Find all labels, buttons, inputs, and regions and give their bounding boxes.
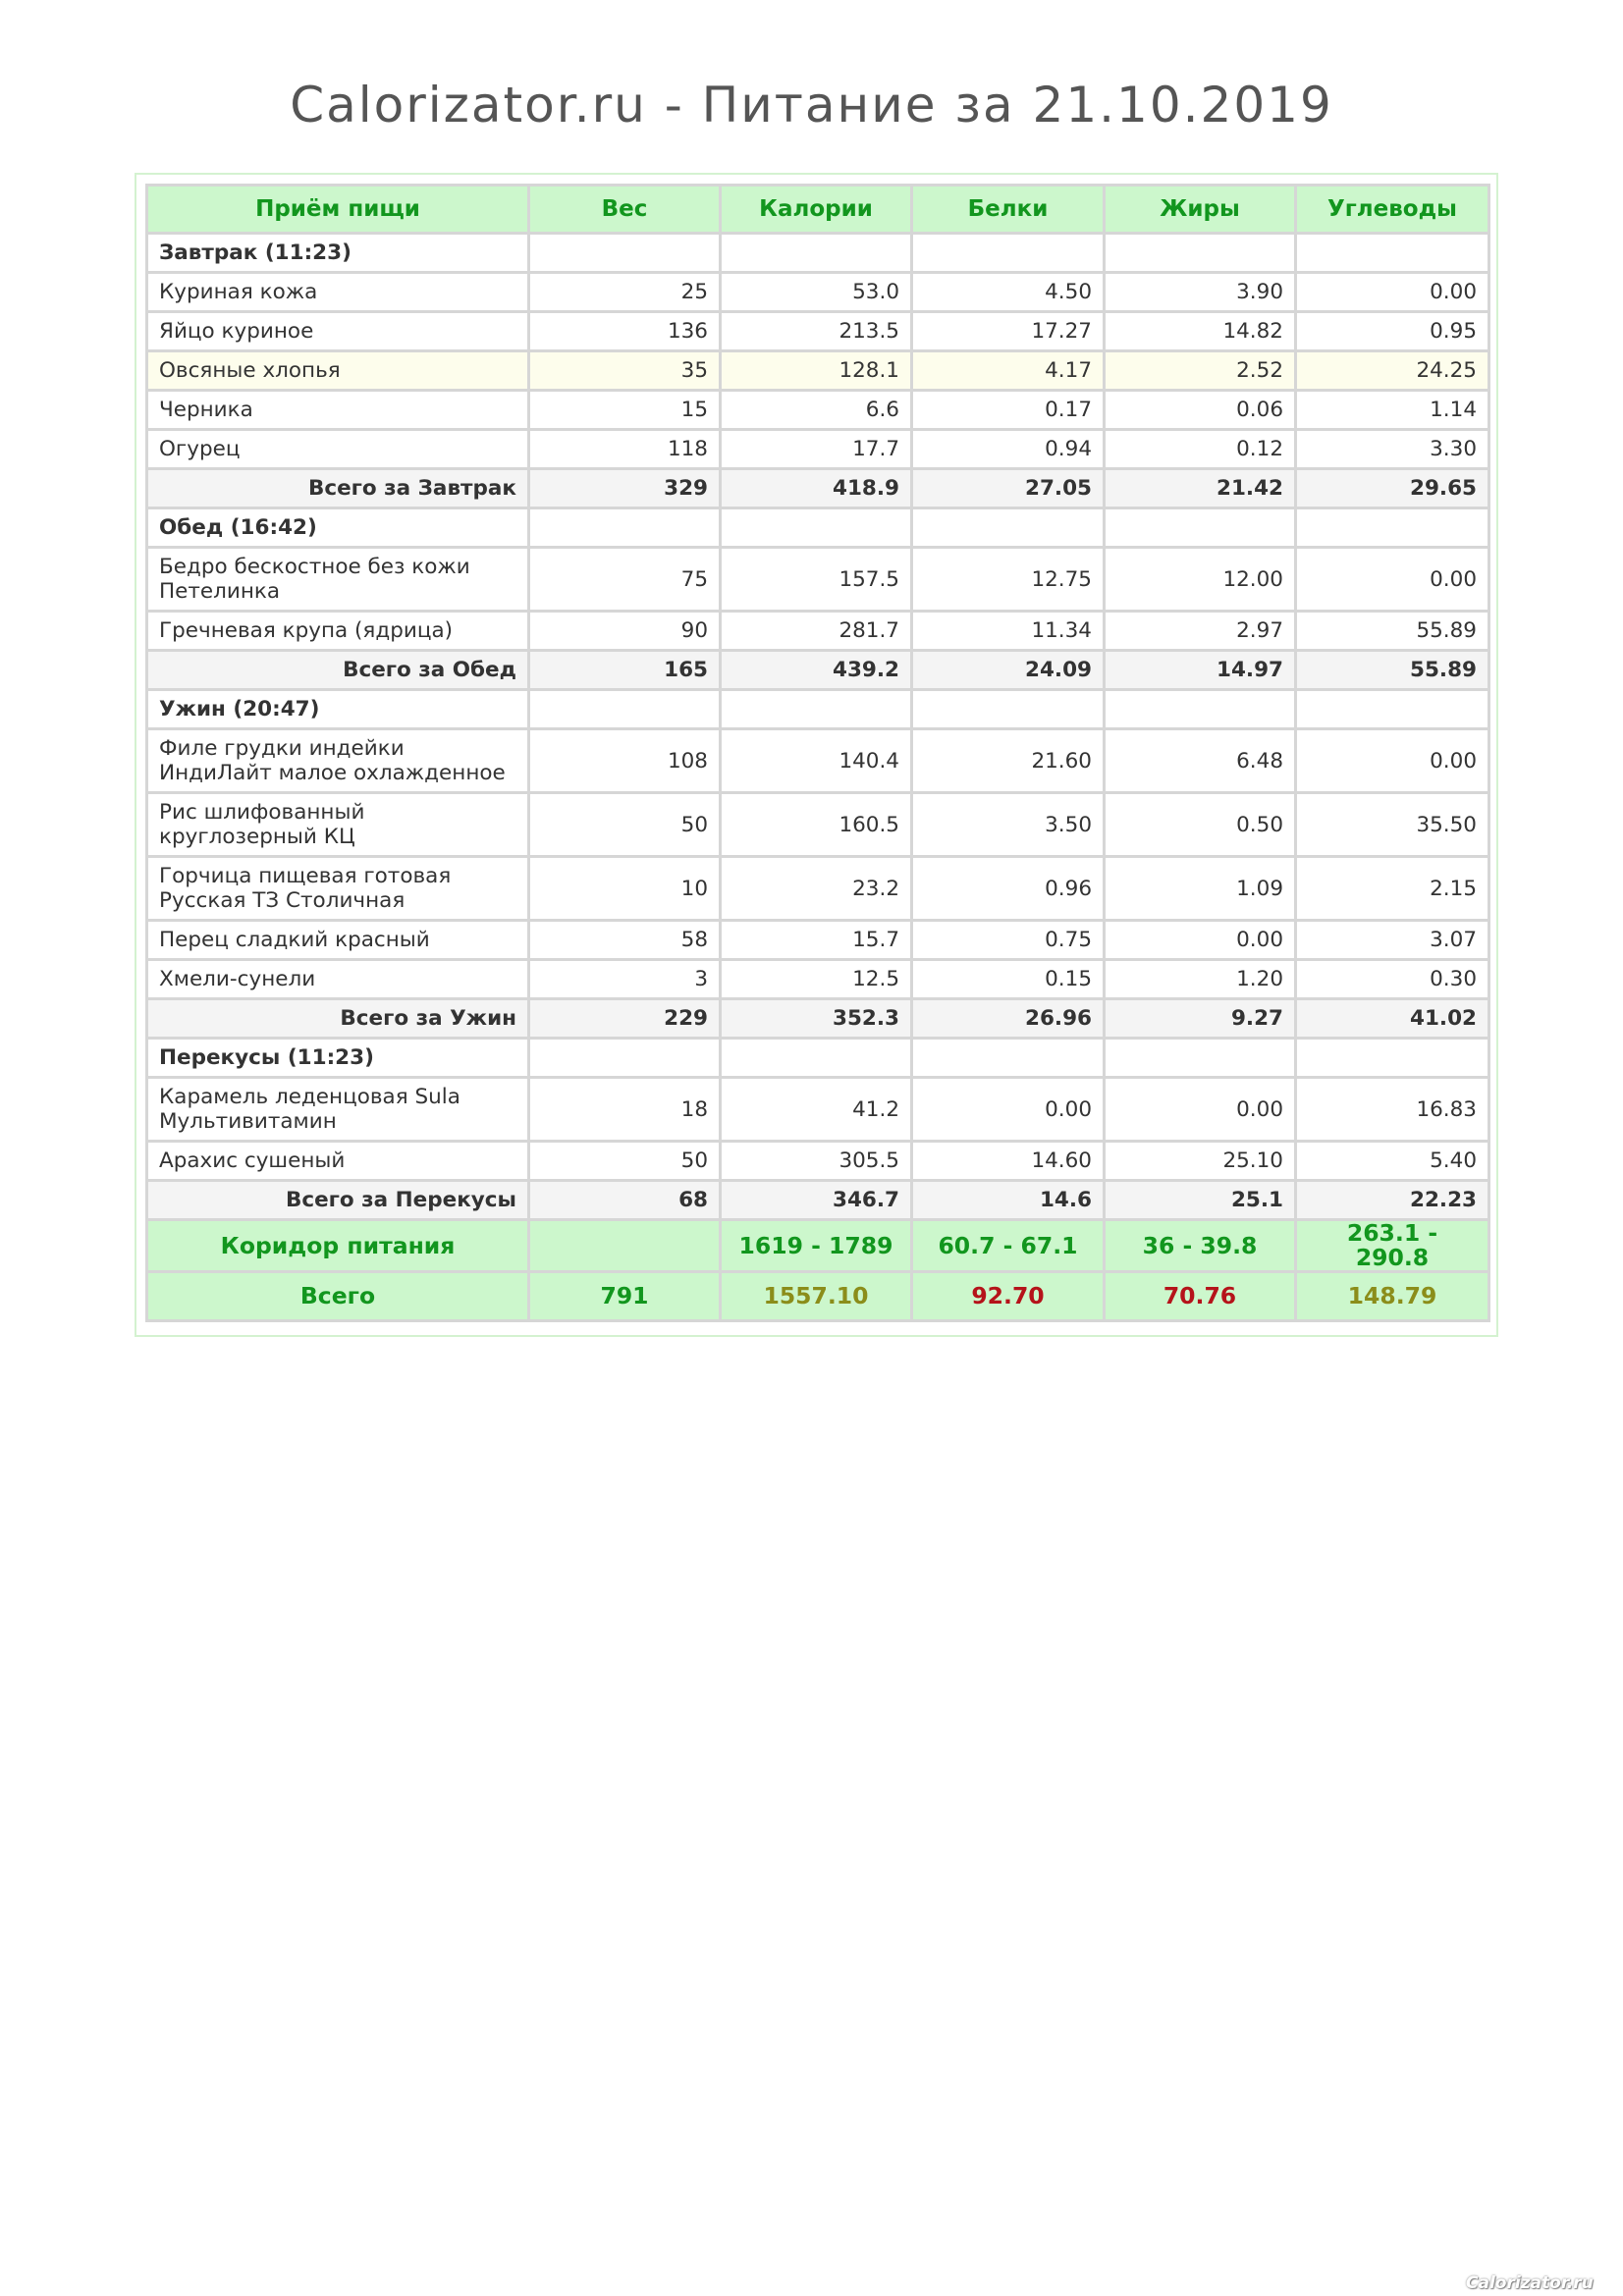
food-fat: 2.52 [1105, 351, 1296, 391]
food-calories: 53.0 [721, 273, 912, 312]
table-row[interactable] [147, 857, 1489, 921]
subtotal-protein: 14.6 [912, 1181, 1105, 1220]
food-calories: 140.4 [721, 729, 912, 793]
food-calories: 305.5 [721, 1142, 912, 1181]
subtotal-calories: 418.9 [721, 469, 912, 508]
food-weight: 75 [529, 548, 721, 612]
total-protein: 92.70 [912, 1272, 1105, 1321]
corridor-calories: 1619 - 1789 [721, 1220, 912, 1272]
food-weight: 136 [529, 312, 721, 351]
subtotal-label: Всего за Обед [147, 651, 529, 690]
food-protein: 21.60 [912, 729, 1105, 793]
meal-subtotal-row [147, 999, 1489, 1039]
subtotal-carbs: 22.23 [1296, 1181, 1489, 1220]
table-row[interactable] [147, 391, 1489, 430]
food-weight: 58 [529, 921, 721, 960]
food-weight: 50 [529, 793, 721, 857]
food-carbs: 55.89 [1296, 612, 1489, 651]
subtotal-label: Всего за Ужин [147, 999, 529, 1039]
meal-heading-row [147, 1039, 1489, 1078]
food-calories: 213.5 [721, 312, 912, 351]
food-carbs: 2.15 [1296, 857, 1489, 921]
food-fat: 0.50 [1105, 793, 1296, 857]
food-weight: 90 [529, 612, 721, 651]
corridor-label: Коридор питания [147, 1220, 529, 1272]
food-weight: 15 [529, 391, 721, 430]
food-protein: 17.27 [912, 312, 1105, 351]
food-fat: 3.90 [1105, 273, 1296, 312]
table-row[interactable] [147, 312, 1489, 351]
food-fat: 2.97 [1105, 612, 1296, 651]
food-carbs: 24.25 [1296, 351, 1489, 391]
table-row[interactable] [147, 612, 1489, 651]
food-calories: 23.2 [721, 857, 912, 921]
food-fat: 0.06 [1105, 391, 1296, 430]
food-carbs: 0.30 [1296, 960, 1489, 999]
table-row[interactable] [147, 1078, 1489, 1142]
food-weight: 3 [529, 960, 721, 999]
grand-total-row [147, 1272, 1489, 1321]
subtotal-calories: 346.7 [721, 1181, 912, 1220]
table-row[interactable] [147, 921, 1489, 960]
total-weight: 791 [529, 1272, 721, 1321]
food-fat: 14.82 [1105, 312, 1296, 351]
table-row[interactable] [147, 729, 1489, 793]
food-name: Хмели-сунели [147, 960, 529, 999]
food-carbs: 3.07 [1296, 921, 1489, 960]
total-carbs: 148.79 [1296, 1272, 1489, 1321]
meal-subtotal-row [147, 469, 1489, 508]
food-fat: 0.00 [1105, 921, 1296, 960]
food-fat: 0.00 [1105, 1078, 1296, 1142]
subtotal-weight: 165 [529, 651, 721, 690]
subtotal-fat: 14.97 [1105, 651, 1296, 690]
subtotal-weight: 329 [529, 469, 721, 508]
corridor-protein: 60.7 - 67.1 [912, 1220, 1105, 1272]
meal-heading: Обед (16:42) [147, 508, 529, 548]
food-name: Карамель леденцовая Sula Мультивитамин [147, 1078, 529, 1142]
food-carbs: 5.40 [1296, 1142, 1489, 1181]
food-name: Рис шлифованный круглозерный КЦ [147, 793, 529, 857]
subtotal-protein: 26.96 [912, 999, 1105, 1039]
meal-heading-row [147, 508, 1489, 548]
food-calories: 128.1 [721, 351, 912, 391]
table-header-row [147, 186, 1489, 234]
table-row[interactable] [147, 273, 1489, 312]
table-row-hovered[interactable] [147, 351, 1489, 391]
food-weight: 10 [529, 857, 721, 921]
corridor-carbs: 263.1 - 290.8 [1296, 1220, 1489, 1272]
food-protein: 0.94 [912, 430, 1105, 469]
meal-heading-row [147, 690, 1489, 729]
watermark-logo: Calorizator.ru [1466, 2273, 1594, 2293]
subtotal-carbs: 41.02 [1296, 999, 1489, 1039]
food-name: Горчица пищевая готовая Русская ТЗ Столичная [147, 857, 529, 921]
food-name: Овсяные хлопья [147, 351, 529, 391]
food-name: Арахис сушеный [147, 1142, 529, 1181]
food-fat: 1.09 [1105, 857, 1296, 921]
subtotal-calories: 352.3 [721, 999, 912, 1039]
food-name: Яйцо куриное [147, 312, 529, 351]
page-title: Calorizator.ru - Питание за 21.10.2019 [290, 77, 1333, 133]
nutrition-corridor-row [147, 1220, 1489, 1272]
food-weight: 118 [529, 430, 721, 469]
food-calories: 160.5 [721, 793, 912, 857]
col-header-calories[interactable]: Калории [721, 186, 912, 234]
subtotal-carbs: 55.89 [1296, 651, 1489, 690]
food-carbs: 1.14 [1296, 391, 1489, 430]
subtotal-weight: 68 [529, 1181, 721, 1220]
food-weight: 18 [529, 1078, 721, 1142]
food-carbs: 0.00 [1296, 548, 1489, 612]
food-fat: 25.10 [1105, 1142, 1296, 1181]
subtotal-label: Всего за Завтрак [147, 469, 529, 508]
food-fat: 12.00 [1105, 548, 1296, 612]
food-protein: 14.60 [912, 1142, 1105, 1181]
food-name: Бедро бескостное без кожи Петелинка [147, 548, 529, 612]
food-weight: 35 [529, 351, 721, 391]
table-row[interactable] [147, 960, 1489, 999]
subtotal-weight: 229 [529, 999, 721, 1039]
meal-subtotal-row [147, 1181, 1489, 1220]
nutrition-table [145, 184, 1490, 1322]
food-fat: 0.12 [1105, 430, 1296, 469]
table-row[interactable] [147, 1142, 1489, 1181]
food-calories: 15.7 [721, 921, 912, 960]
col-header-carbs[interactable]: Углеводы [1296, 186, 1489, 234]
food-protein: 11.34 [912, 612, 1105, 651]
meal-subtotal-row [147, 651, 1489, 690]
subtotal-calories: 439.2 [721, 651, 912, 690]
food-calories: 12.5 [721, 960, 912, 999]
food-protein: 0.15 [912, 960, 1105, 999]
col-header-weight[interactable]: Вес [529, 186, 721, 234]
total-fat: 70.76 [1105, 1272, 1296, 1321]
food-protein: 4.50 [912, 273, 1105, 312]
food-name: Перец сладкий красный [147, 921, 529, 960]
food-carbs: 3.30 [1296, 430, 1489, 469]
food-protein: 4.17 [912, 351, 1105, 391]
meal-heading: Завтрак (11:23) [147, 234, 529, 273]
table-row[interactable] [147, 793, 1489, 857]
subtotal-fat: 25.1 [1105, 1181, 1296, 1220]
food-name: Куриная кожа [147, 273, 529, 312]
total-label: Всего [147, 1272, 529, 1321]
food-calories: 6.6 [721, 391, 912, 430]
food-protein: 0.96 [912, 857, 1105, 921]
table-row[interactable] [147, 430, 1489, 469]
meal-heading: Перекусы (11:23) [147, 1039, 529, 1078]
food-calories: 41.2 [721, 1078, 912, 1142]
food-name: Огурец [147, 430, 529, 469]
food-carbs: 0.00 [1296, 729, 1489, 793]
corridor-fat: 36 - 39.8 [1105, 1220, 1296, 1272]
subtotal-fat: 9.27 [1105, 999, 1296, 1039]
food-protein: 0.00 [912, 1078, 1105, 1142]
subtotal-carbs: 29.65 [1296, 469, 1489, 508]
col-header-meal[interactable]: Приём пищи [147, 186, 529, 234]
meal-heading-row [147, 234, 1489, 273]
food-carbs: 16.83 [1296, 1078, 1489, 1142]
subtotal-label: Всего за Перекусы [147, 1181, 529, 1220]
food-name: Черника [147, 391, 529, 430]
food-weight: 108 [529, 729, 721, 793]
meal-heading: Ужин (20:47) [147, 690, 529, 729]
food-fat: 6.48 [1105, 729, 1296, 793]
total-calories: 1557.10 [721, 1272, 912, 1321]
food-calories: 17.7 [721, 430, 912, 469]
food-calories: 281.7 [721, 612, 912, 651]
subtotal-fat: 21.42 [1105, 469, 1296, 508]
food-protein: 0.17 [912, 391, 1105, 430]
food-protein: 12.75 [912, 548, 1105, 612]
food-name: Филе грудки индейки ИндиЛайт малое охлажденное [147, 729, 529, 793]
col-header-fat[interactable]: Жиры [1105, 186, 1296, 234]
table-row[interactable] [147, 548, 1489, 612]
food-protein: 3.50 [912, 793, 1105, 857]
food-carbs: 0.00 [1296, 273, 1489, 312]
food-carbs: 0.95 [1296, 312, 1489, 351]
subtotal-protein: 27.05 [912, 469, 1105, 508]
corridor-weight [529, 1220, 721, 1272]
food-protein: 0.75 [912, 921, 1105, 960]
food-fat: 1.20 [1105, 960, 1296, 999]
food-weight: 50 [529, 1142, 721, 1181]
food-carbs: 35.50 [1296, 793, 1489, 857]
subtotal-protein: 24.09 [912, 651, 1105, 690]
food-weight: 25 [529, 273, 721, 312]
food-calories: 157.5 [721, 548, 912, 612]
col-header-protein[interactable]: Белки [912, 186, 1105, 234]
food-name: Гречневая крупа (ядрица) [147, 612, 529, 651]
